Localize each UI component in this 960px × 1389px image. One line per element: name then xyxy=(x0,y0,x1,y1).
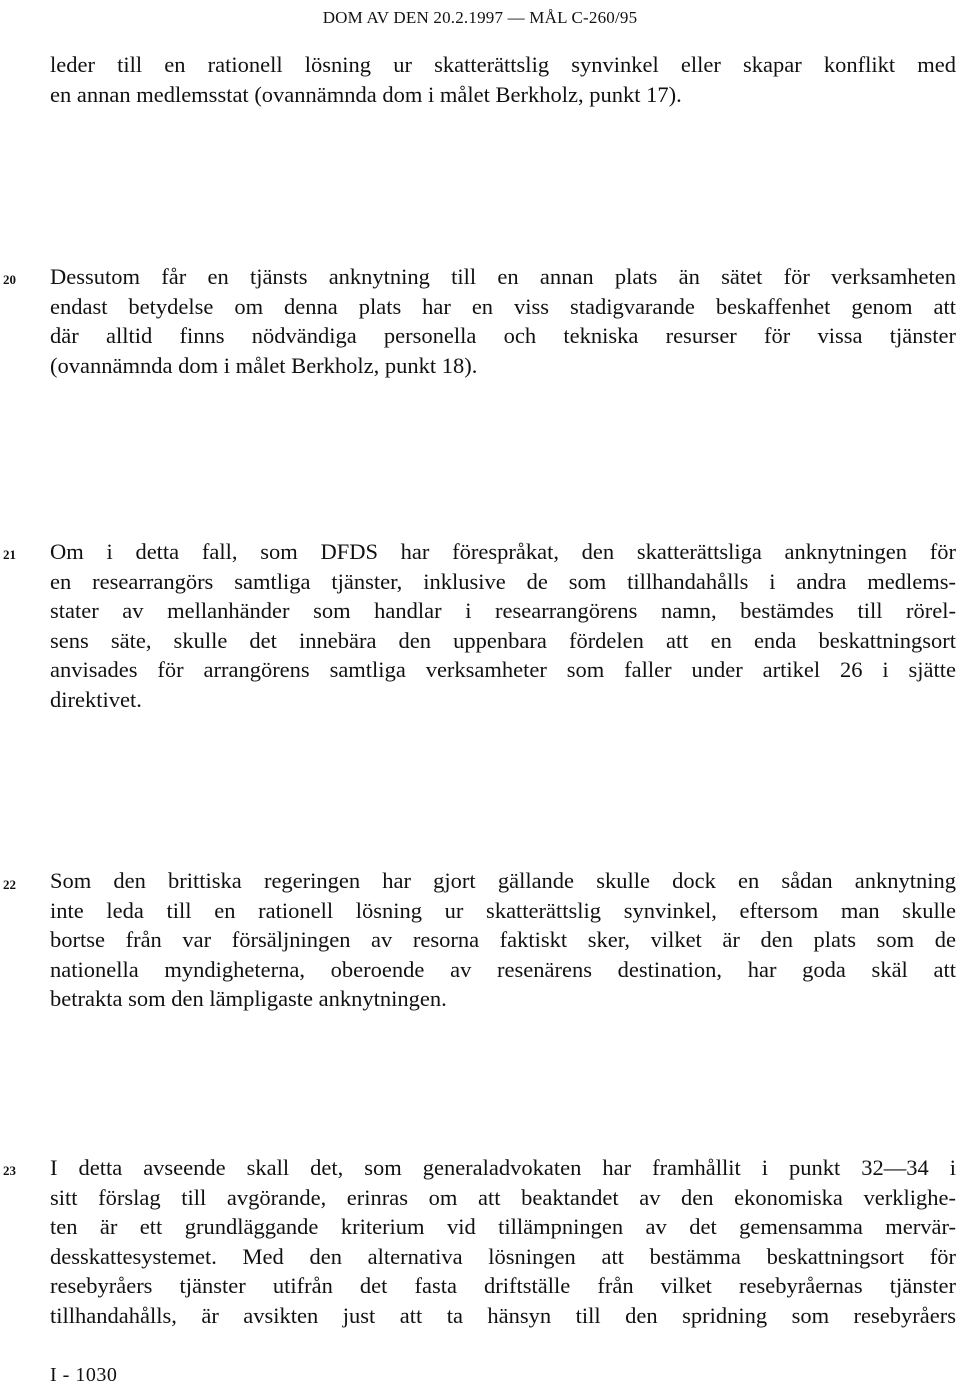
page-number: I - 1030 xyxy=(50,1364,118,1386)
paragraph-line: endast betydelse om denna plats har en viss stadigvarande beskaffenhet genom att xyxy=(50,293,956,319)
paragraph-line: resebyråers tjänster utifrån det fasta driftställe från vilket resebyråernas tjänster xyxy=(50,1273,956,1298)
paragraph-line: Som den brittiska regeringen har gjort gällande skulle dock en sådan anknytning xyxy=(50,868,956,893)
paragraph-line: där alltid finns nödvändiga personella och tekniska resurser för vissa tjänster xyxy=(50,323,956,348)
paragraph-number: 22 xyxy=(3,877,16,892)
paragraph-21 xyxy=(50,537,956,714)
page-header: DOM AV DEN 20.2.1997 — MÅL C-260/95 xyxy=(322,8,638,27)
paragraph-line: betrakta som den lämpligaste anknytningen. xyxy=(50,986,447,1011)
paragraph-line: ten är ett grundläggande kriterium vid tillämpningen av det gemensamma mervär- xyxy=(50,1214,956,1239)
paragraph-line: leder till en rationell lösning ur skatterättslig synvinkel eller skapar konflikt med xyxy=(50,52,956,77)
paragraph-line: I detta avseende skall det, som generaladvokaten har framhållit i punkt 32—34 i xyxy=(50,1155,956,1180)
paragraph-line: anvisades för arrangörens samtliga verksamheter som faller under artikel 26 i sjätte xyxy=(50,657,956,682)
paragraph-line: Dessutom får en tjänsts anknytning till en annan plats än sätet för verksamheten xyxy=(50,264,956,289)
paragraph-line: (ovannämnda dom i målet Berkholz, punkt 18). xyxy=(50,352,478,378)
paragraph-23 xyxy=(50,1153,956,1330)
paragraph-line: en annan medlemsstat (ovannämnda dom i målet Berkholz, punkt 17). xyxy=(50,81,682,107)
paragraph-line: sens säte, skulle det innebära den uppenbara fördelen att en enda beskattningsort xyxy=(50,627,956,653)
paragraph-line: inte leda till en rationell lösning ur skatterättslig synvinkel, eftersom man skulle xyxy=(50,897,956,923)
paragraph-22 xyxy=(50,866,956,1014)
paragraph-line: Om i detta fall, som DFDS har förespråkat, den skatterättsliga anknytningen för xyxy=(50,539,956,564)
paragraph-line: sitt förslag till avgörande, erinras om att beaktandet av den ekonomiska verklighe- xyxy=(50,1184,956,1210)
paragraph-number: 21 xyxy=(3,547,16,562)
paragraph-number: 20 xyxy=(3,272,16,287)
paragraph-line: desskattesystemet. Med den alternativa lösningen att bestämma beskattningsort för xyxy=(50,1243,956,1269)
paragraph-line: tillhandahålls, är avsikten just att ta hänsyn till den spridning som resebyråers xyxy=(50,1302,956,1328)
paragraph-line: direktivet. xyxy=(50,686,142,712)
paragraph-line: nationella myndigheterna, oberoende av resenärens destination, har goda skäl att xyxy=(50,956,956,982)
paragraph-line: stater av mellanhänder som handlar i researrangörens namn, bestämdes till rörel- xyxy=(50,598,956,623)
paragraph-line: bortse från var försäljningen av resorna faktiskt sker, vilket är den plats som de xyxy=(50,927,956,952)
paragraph-line: en researrangörs samtliga tjänster, inklusive de som tillhandahålls i andra medlems- xyxy=(50,568,956,594)
paragraph-20 xyxy=(50,262,956,380)
paragraph-continuation xyxy=(50,50,956,109)
paragraph-number: 23 xyxy=(3,1163,16,1178)
